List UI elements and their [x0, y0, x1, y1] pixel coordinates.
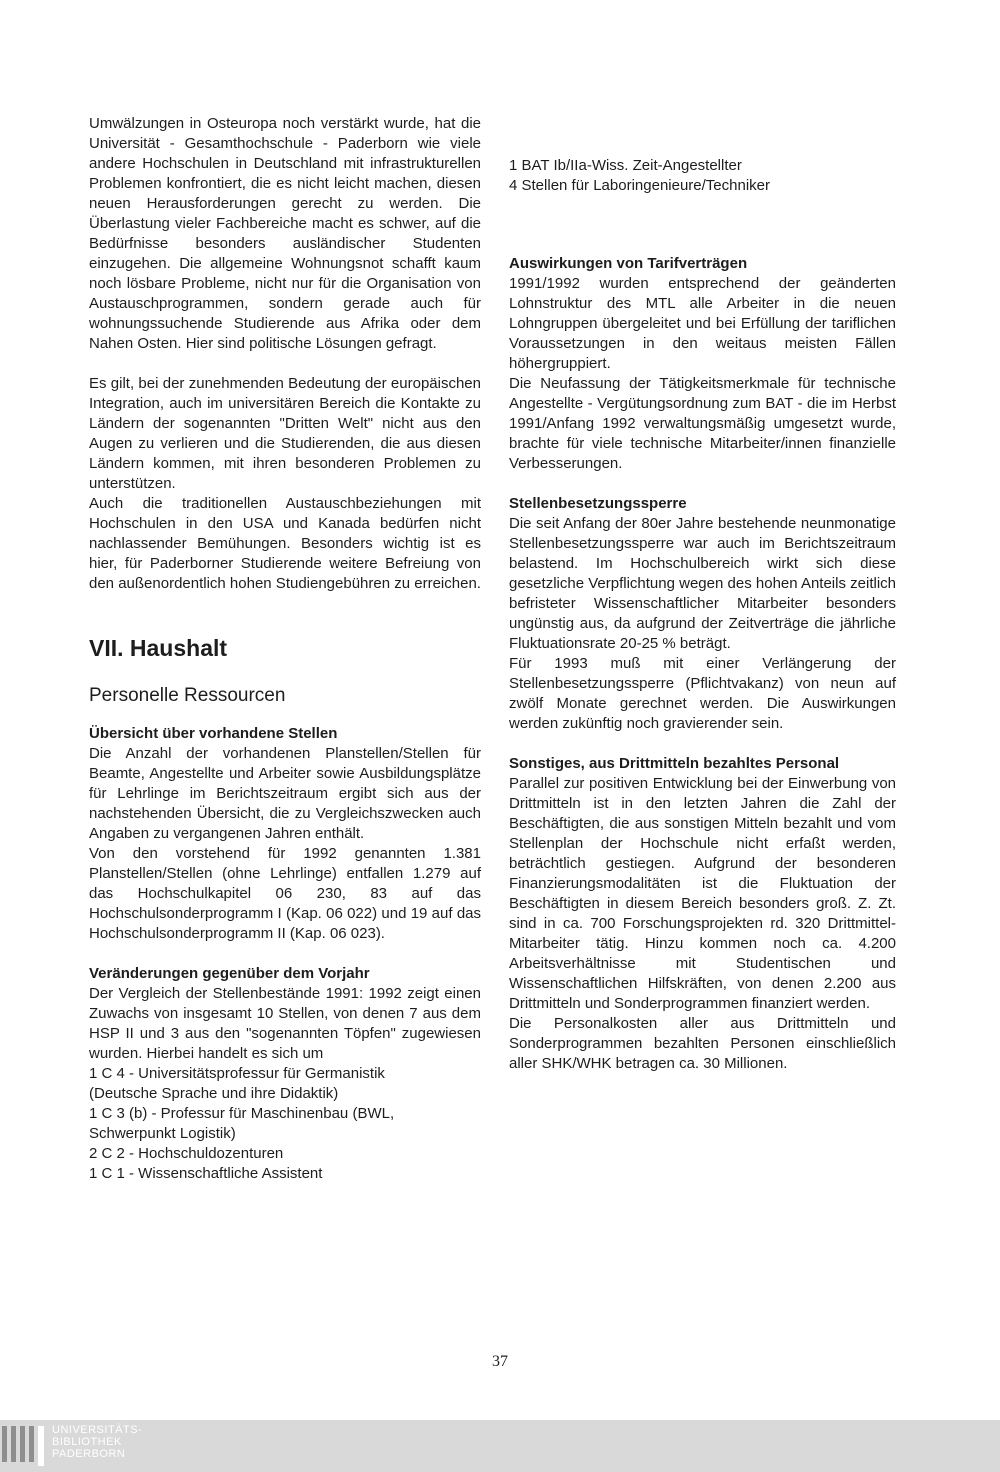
list-item: (Deutsche Sprache und ihre Didaktik): [89, 1085, 339, 1102]
subheading: Übersicht über vorhandene Stellen: [89, 725, 338, 742]
body-paragraph: Die Anzahl der vorhandenen Planstellen/Stellen für Beamte, Angestellte und Arbeiter sowie Ausbildungsplätze für Lehrlinge im Berichtszeitraum ergibt sich aus der nachstehenden Übersicht, die zu Vergleichszwecken auch Angaben zu vergangenen Jahren enthält.: [89, 745, 481, 842]
list-item: 1 BAT Ib/IIa-Wiss. Zeit-Angestellter: [509, 157, 742, 174]
body-paragraph: Die Neufassung der Tätigkeitsmerkmale für technische Angestellte - Vergütungsordnung zum BAT - die im Herbst 1991/Anfang 1992 verwaltungsmäßig umgesetzt wurde, brachte für viele technische Mitarbeiter/innen finanzielle Verbesserungen.: [509, 375, 896, 472]
right-column: [509, 156, 896, 1074]
list-item: 4 Stellen für Laboringenieure/Techniker: [509, 177, 770, 194]
library-logo: [0, 1420, 150, 1472]
subheading: Sonstiges, aus Drittmitteln bezahltes Personal: [509, 755, 840, 772]
subheading: Veränderungen gegenüber dem Vorjahr: [89, 965, 370, 982]
body-paragraph: Parallel zur positiven Entwicklung bei der Einwerbung von Drittmitteln ist in den letzten Jahren die Zahl der Beschäftigten, die aus sonstigen Mitteln bezahlt und vom Stellenplan der Hochschule nicht erfaßt werden, beträchtlich gestiegen. Aufgrund der besonderen Finanzierungsmodalitäten ist die Fluktuation der Beschäftigten in diesem Bereich besonders groß. Z. Zt. sind in ca. 700 Forschungsprojekten rd. 320 Drittmittel-Mitarbeiter tätig. Hinzu kommen noch ca. 4.200 Arbeitsverhältnisse mit Studentischen und Wissenschaftlichen Hilfskräften, von denen 2.200 aus Drittmitteln und Sonderprogrammen finanziert werden.: [509, 775, 896, 1012]
body-paragraph: Der Vergleich der Stellenbestände 1991: 1992 zeigt einen Zuwachs von insgesamt 10 Stellen, von denen 7 aus dem HSP II und 3 aus den "sogenannten Töpfen" zugewiesen wurden. Hierbei handelt es sich um: [89, 985, 481, 1062]
body-paragraph: Die seit Anfang der 80er Jahre bestehende neunmonatige Stellenbesetzungssperre war auch im Berichtszeitraum belastend. Im Hochschulbereich wirkt sich diese gesetzliche Verpflichtung wegen des hohen Anteils zeitlich befristeter Wissenschaftlicher Mitarbeiter besonders ungünstig aus, da aufgrund der Zeitverträge die jährliche Fluktuationsrate 20-25 % beträgt.: [509, 515, 896, 652]
library-logo-text: [52, 1424, 142, 1460]
body-paragraph: Umwälzungen in Osteuropa noch verstärkt wurde, hat die Universität - Gesamthochschule - Paderborn wie viele andere Hochschulen in Deutschland mit infrastrukturellen Problemen konfrontiert, die es nicht leicht machen, diesen neuen Herausforderungen gerecht zu werden. Die Überlastung vieler Fachbereiche macht es schwer, auf die Bedürfnisse besonders ausländischer Studenten einzugehen. Die allgemeine Wohnungsnot schafft kaum noch lösbare Probleme, nicht nur für die Organisation von Austauschprogrammen, sondern gerade auch für wohnungssuchende Studierende aus Afrika oder dem Nahen Osten. Hier sind politische Lösungen gefragt.: [89, 115, 481, 352]
page-number: 37: [492, 1353, 508, 1370]
list-item: 1 C 3 (b) - Professur für Maschinenbau (BWL,: [89, 1105, 395, 1122]
list-item: 2 C 2 - Hochschuldozenturen: [89, 1145, 284, 1162]
logo-line: PADERBORN: [52, 1448, 126, 1460]
list-item: Schwerpunkt Logistik): [89, 1125, 236, 1142]
subheading: Auswirkungen von Tarifverträgen: [509, 255, 748, 272]
body-paragraph: Die Personalkosten aller aus Drittmitteln und Sonderprogrammen bezahlten Personen einschließlich aller SHK/WHK betragen ca. 30 Millionen.: [509, 1015, 896, 1072]
list-item: 1 C 1 - Wissenschaftliche Assistent: [89, 1165, 323, 1182]
logo-line: BIBLIOTHEK: [52, 1436, 122, 1448]
body-paragraph: Es gilt, bei der zunehmenden Bedeutung der europäischen Integration, auch im universitären Bereich die Kontakte zu Ländern der sogenannten "Dritten Welt" nicht aus den Augen zu verlieren und die Studierenden, die aus diesen Ländern kommen, mit ihren besonderen Problemen zu unterstützen.: [89, 375, 481, 492]
section-title: Personelle Ressourcen: [89, 685, 286, 706]
chapter-title: VII. Haushalt: [89, 635, 228, 661]
left-column: [89, 114, 481, 1184]
body-paragraph: Von den vorstehend für 1992 genannten 1.381 Planstellen/Stellen (ohne Lehrlinge) entfallen 1.279 auf das Hochschulkapitel 06 230, 83 auf das Hochschulsonderprogramm I (Kap. 06 022) und 19 auf das Hochschulsonderprogramm II (Kap. 06 023).: [89, 845, 481, 942]
subheading: Stellenbesetzungssperre: [509, 495, 687, 512]
body-paragraph: Für 1993 muß mit einer Verlängerung der Stellenbesetzungssperre (Pflichtvakanz) von neun auf zwölf Monate gerechnet werden. Die Auswirkungen werden zukünftig noch gravierender sein.: [509, 655, 896, 732]
body-paragraph: 1991/1992 wurden entsprechend der geänderten Lohnstruktur des MTL alle Arbeiter in die neuen Lohngruppen übergeleitet und bei Erfüllung der tariflichen Voraussetzungen in den weitaus meisten Fällen höhergruppiert.: [509, 275, 896, 372]
footer-bar: [0, 1420, 1000, 1472]
list-item: 1 C 4 - Universitätsprofessur für Germanistik: [89, 1065, 385, 1082]
body-paragraph: Auch die traditionellen Austauschbeziehungen mit Hochschulen in den USA und Kanada bedürfen nicht nachlassender Bemühungen. Besonders wichtig ist es hier, für Paderborner Studierende weitere Befreiung von den außenordentlich hohen Studiengebühren zu erreichen.: [89, 495, 481, 592]
logo-line: UNIVERSITÄTS-: [52, 1424, 143, 1436]
